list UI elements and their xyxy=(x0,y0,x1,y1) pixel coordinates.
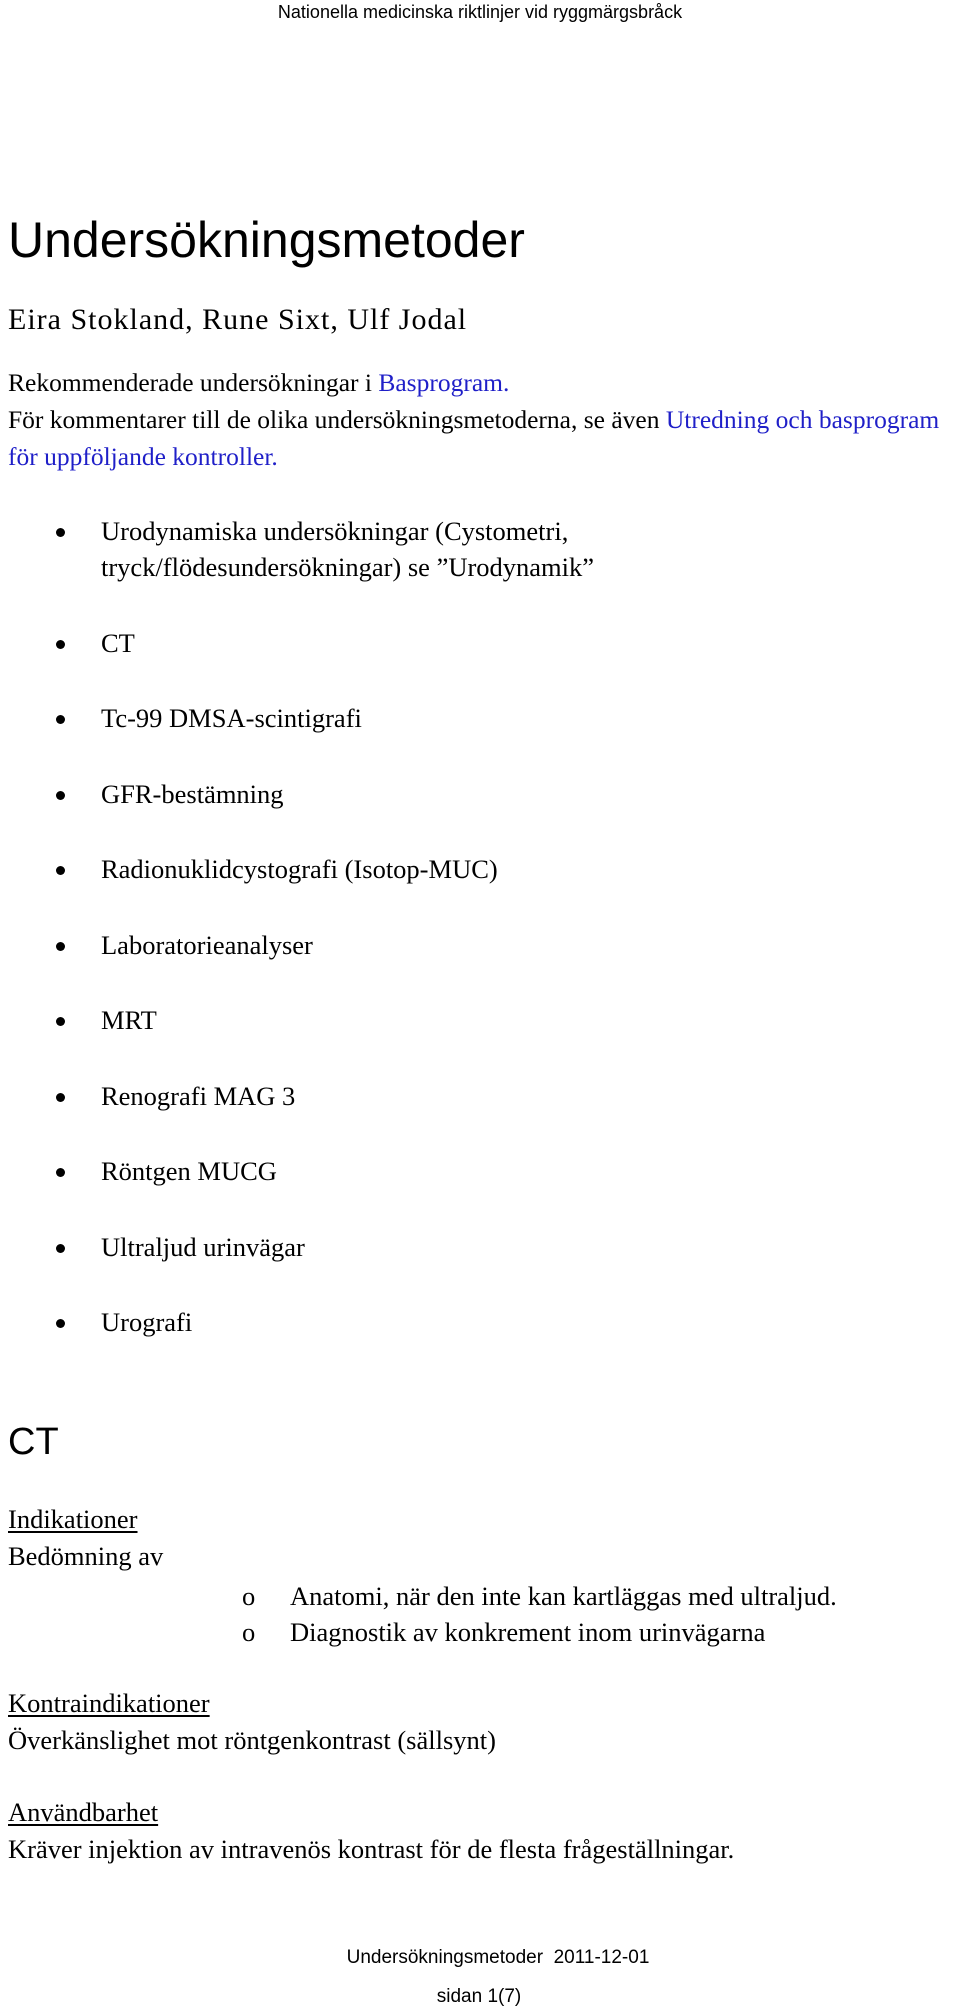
method-renografi: Renografi MAG 3 xyxy=(101,1081,296,1111)
method-lab: Laboratorieanalyser xyxy=(101,930,313,960)
page-title: Undersökningsmetoder xyxy=(8,212,525,268)
method-ct: CT xyxy=(101,628,135,658)
authors: Eira Stokland, Rune Sixt, Ulf Jodal xyxy=(8,303,468,336)
footer-page-number: sidan 1(7) xyxy=(436,1986,522,2007)
intro-paragraph xyxy=(8,364,958,475)
footer-page-line xyxy=(0,1985,960,2009)
bullet-icon xyxy=(56,1093,65,1102)
method-ultraljud: Ultraljud urinvägar xyxy=(101,1232,305,1262)
circle-bullet-icon: o xyxy=(242,1581,256,1611)
method-urografi: Urografi xyxy=(101,1307,193,1337)
bullet-icon xyxy=(56,715,65,724)
utredning-link[interactable]: Utredning och basprogram för uppföljande kontroller. xyxy=(8,405,940,471)
intro-line-1 xyxy=(8,364,958,401)
intro-text-2: För kommentarer till de olika undersökningsmetoderna, se även xyxy=(8,405,666,434)
intro-text-1: Rekommenderade undersökningar i xyxy=(8,368,379,397)
method-isotop-muc: Radionuklidcystografi (Isotop-MUC) xyxy=(101,854,498,884)
assessment-item-1: Anatomi, när den inte kan kartläggas med ultraljud. xyxy=(290,1581,837,1611)
bullet-icon xyxy=(56,1244,65,1253)
intro-line-2 xyxy=(8,401,958,475)
footer-doc-name: Undersökningsmetoder xyxy=(346,1947,544,1968)
contraindications-text: Överkänslighet mot röntgenkontrast (sällsynt) xyxy=(8,1725,496,1755)
assessment-label: Bedömning av xyxy=(8,1541,164,1571)
method-mrt: MRT xyxy=(101,1005,157,1035)
page-header: Nationella medicinska riktlinjer vid ryggmärgsbråck xyxy=(277,2,683,22)
indications-heading: Indikationer xyxy=(8,1504,138,1534)
circle-bullet-icon: o xyxy=(242,1617,256,1647)
basprogram-link[interactable]: Basprogram. xyxy=(378,368,510,397)
usability-text: Kräver injektion av intravenös kontrast för de flesta frågeställningar. xyxy=(8,1834,735,1864)
method-urodynamik-line-2: tryck/flödesundersökningar) se ”Urodynamik” xyxy=(101,552,595,582)
ct-section-title: CT xyxy=(8,1421,59,1463)
footer-doc-line xyxy=(0,1946,960,1970)
usability-heading: Användbarhet xyxy=(8,1797,159,1827)
bullet-icon xyxy=(56,1017,65,1026)
bullet-icon xyxy=(56,1319,65,1328)
contraindications-heading: Kontraindikationer xyxy=(8,1688,210,1718)
bullet-icon xyxy=(56,791,65,800)
method-dmsa: Tc-99 DMSA-scintigrafi xyxy=(101,703,362,733)
bullet-icon xyxy=(56,1168,65,1177)
bullet-icon xyxy=(56,640,65,649)
method-urodynamik-line-1: Urodynamiska undersökningar (Cystometri, xyxy=(101,516,569,546)
bullet-icon xyxy=(56,528,65,537)
assessment-item-2: Diagnostik av konkrement inom urinvägarna xyxy=(290,1617,766,1647)
footer-date: 2011-12-01 xyxy=(553,1947,650,1968)
method-mucg: Röntgen MUCG xyxy=(101,1156,277,1186)
method-gfr: GFR-bestämning xyxy=(101,779,284,809)
bullet-icon xyxy=(56,942,65,951)
bullet-icon xyxy=(56,866,65,875)
